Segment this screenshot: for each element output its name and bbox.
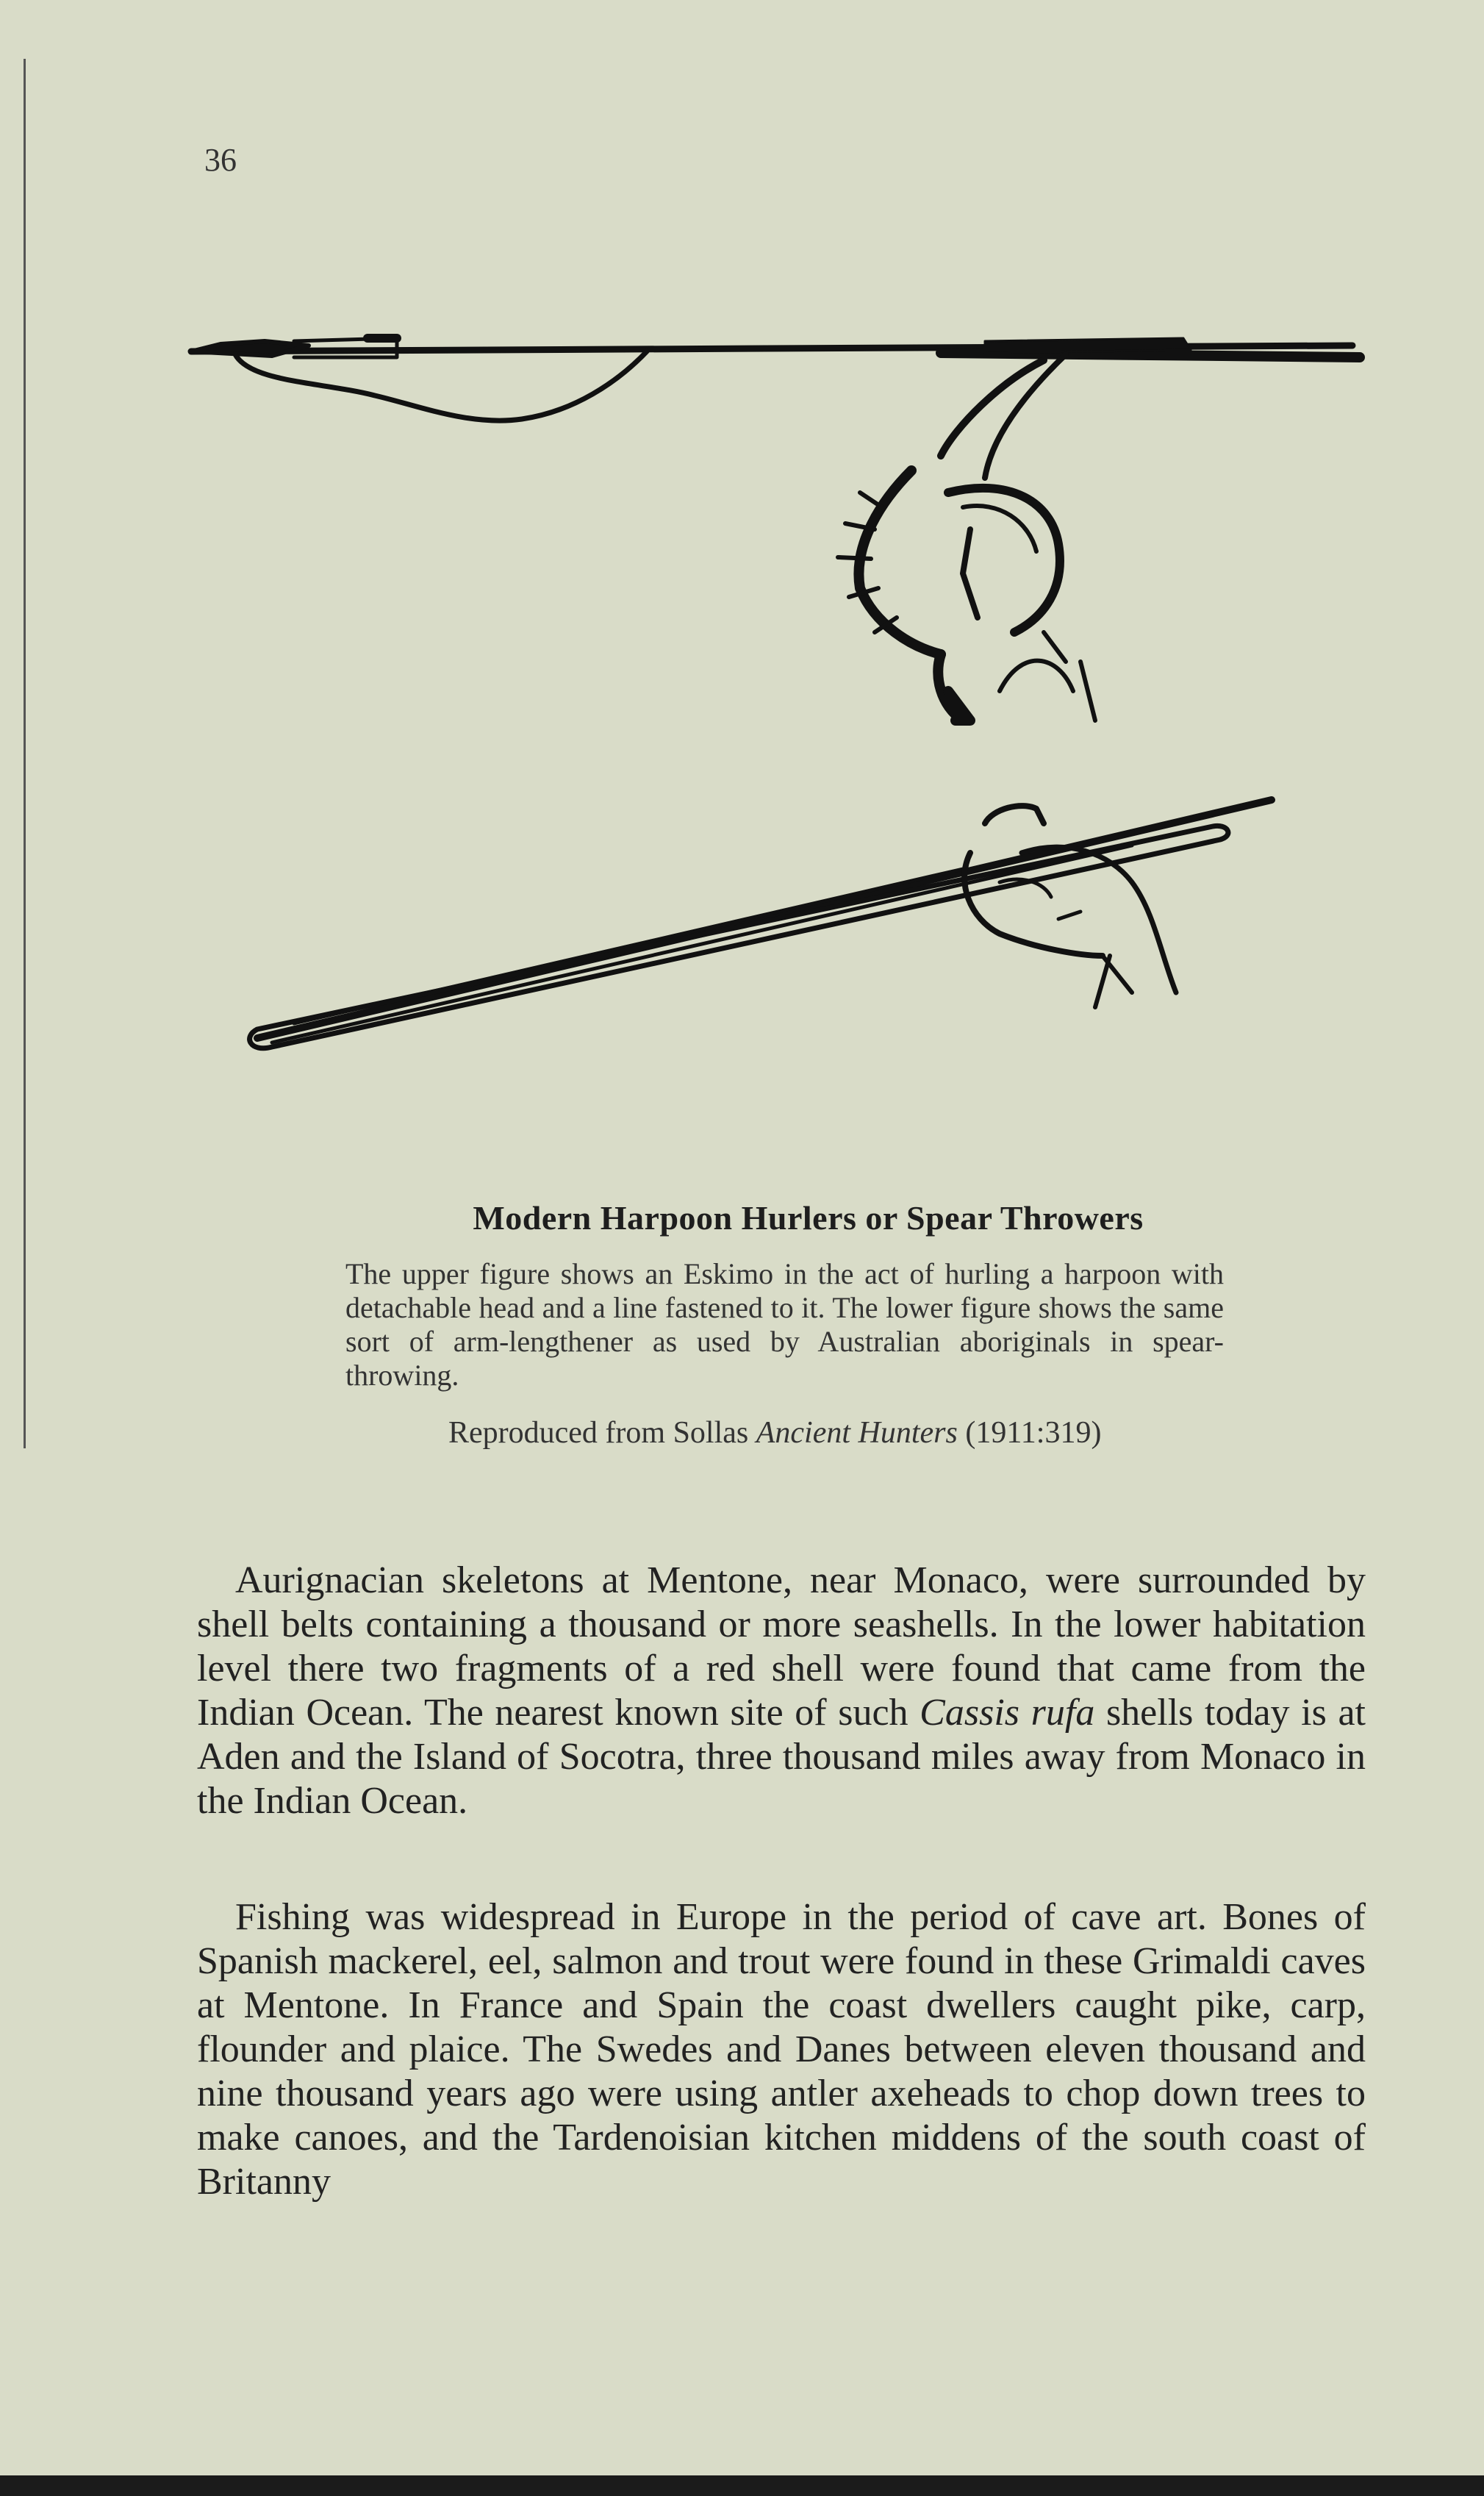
- page-number: 36: [204, 142, 237, 178]
- paragraph-2-text: Fishing was widespread in Europe in the period of cave art. Bones of Spanish mackerel, eel, salmon and trout were found in these Grimaldi caves at Mentone. In France and Spain the coast dwellers caught pike, carp, flounder and plaice. The Swedes and Danes between eleven thousand and nine thousand years ago were using antler axeheads to chop down trees to make canoes, and the Tardenoisian kitchen middens of the south coast of Britanny: [197, 1896, 1366, 2203]
- figure-credit: [448, 1415, 1101, 1451]
- credit-title: Ancient Hunters: [756, 1416, 958, 1450]
- paragraph-1-text-a: Aurignacian skeletons at Mentone, near Monaco, were surrounded by shell belts containing a thousand or more seashells. In the lower habitation level there two fragments of a red shell were found that came from the Indian Ocean. The nearest known site of such: [197, 1559, 1366, 1734]
- paragraph-1-italic: Cassis rufa: [920, 1692, 1095, 1734]
- binding-edge: [24, 59, 26, 1448]
- credit-suffix: (1911:319): [957, 1416, 1102, 1450]
- eskimo-harpoon-thrower-drawing: [191, 338, 1360, 720]
- figure-caption: The upper figure shows an Eskimo in the act of hurling a harpoon with detachable head and a line fastened to it. The lower figure shows the same sort of arm-lengthener as used by Australian aboriginals in spear-throwing.: [345, 1257, 1224, 1392]
- figure-illustration: [176, 309, 1382, 1073]
- paragraph-1: [197, 1559, 1366, 1823]
- spear-thrower-hand-drawing: [250, 800, 1272, 1048]
- paragraph-2: [197, 1895, 1366, 2204]
- paragraph-1-text-b: shells today is at Aden and the Island of Socotra, three thousand miles away from Monaco in the Indian Ocean.: [197, 1692, 1366, 1822]
- scan-edge: [0, 2475, 1484, 2496]
- credit-prefix: Reproduced from Sollas: [448, 1416, 756, 1450]
- figure-title: Modern Harpoon Hurlers or Spear Throwers: [473, 1199, 1144, 1237]
